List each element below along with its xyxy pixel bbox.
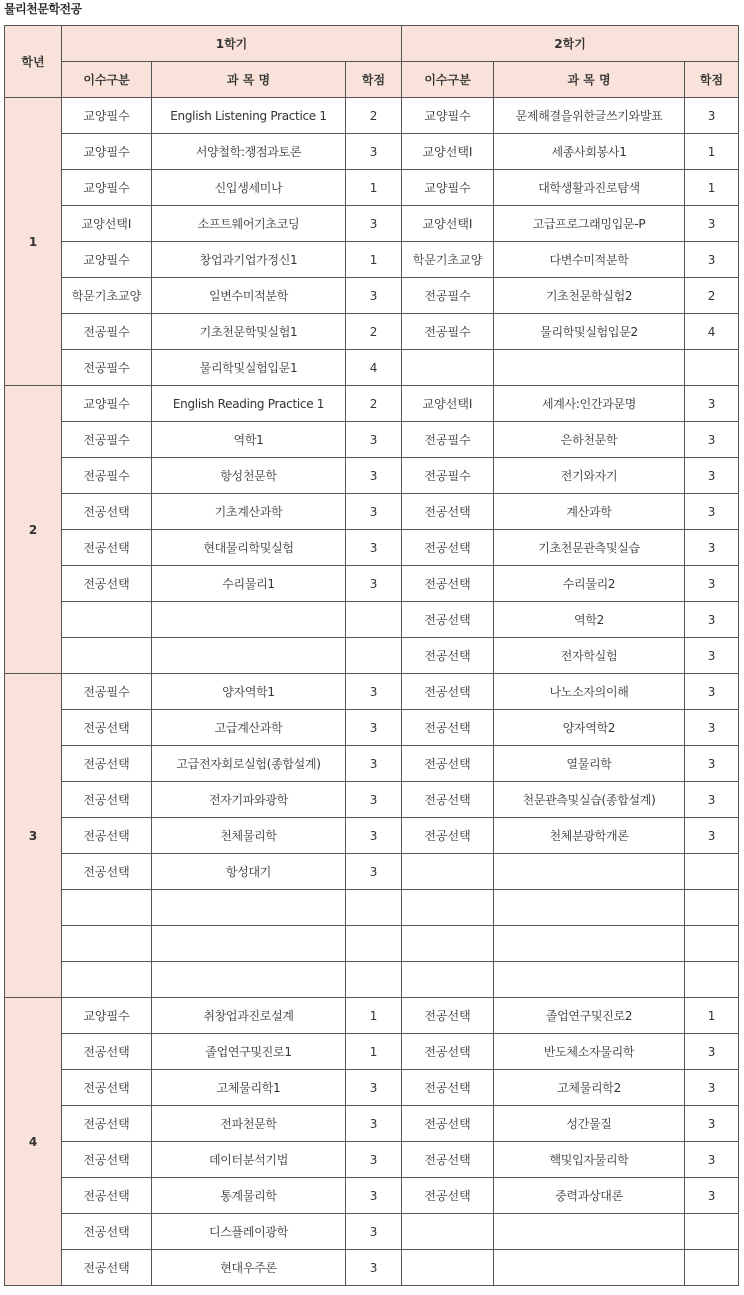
table-row: [5, 746, 739, 782]
s2-course-name-cell: 핵및입자물리학: [494, 1142, 685, 1178]
table-row: [5, 314, 739, 350]
s1-credits-cell: 1: [346, 998, 402, 1034]
s1-credits-cell: 3: [346, 206, 402, 242]
s2-category-cell: 교양필수: [402, 170, 494, 206]
s1-category-cell: 전공선택: [62, 710, 152, 746]
s2-category-cell: [402, 926, 494, 962]
s1-credits-cell: 1: [346, 1034, 402, 1070]
s2-category-cell: 전공선택: [402, 998, 494, 1034]
s2-credits-header: 학점: [685, 62, 739, 98]
s2-course-name-cell: 반도체소자물리학: [494, 1034, 685, 1070]
s1-course-name-cell: English Listening Practice 1: [152, 98, 346, 134]
s1-course-name-cell: 전자기파와광학: [152, 782, 346, 818]
s2-credits-cell: [685, 926, 739, 962]
s1-category-cell: 전공선택: [62, 818, 152, 854]
s2-category-cell: 전공선택: [402, 566, 494, 602]
s2-course-name-cell: 열물리학: [494, 746, 685, 782]
s2-credits-cell: 3: [685, 782, 739, 818]
s2-credits-cell: [685, 854, 739, 890]
s2-category-cell: 전공선택: [402, 1142, 494, 1178]
s1-course-name-cell: 통계물리학: [152, 1178, 346, 1214]
table-row: [5, 1106, 739, 1142]
s1-category-cell: 학문기초교양: [62, 278, 152, 314]
s1-credits-cell: 3: [346, 422, 402, 458]
table-row: [5, 674, 739, 710]
s1-credits-cell: [346, 602, 402, 638]
s1-course-name-cell: 고급계산과학: [152, 710, 346, 746]
s1-category-cell: 교양필수: [62, 998, 152, 1034]
s2-category-cell: 전공선택: [402, 638, 494, 674]
s2-credits-cell: 3: [685, 98, 739, 134]
s1-credits-cell: [346, 638, 402, 674]
s2-credits-cell: [685, 890, 739, 926]
s2-course-name-cell: 물리학및실험입문2: [494, 314, 685, 350]
s1-category-cell: 교양필수: [62, 170, 152, 206]
s2-category-cell: 교양선택Ⅰ: [402, 206, 494, 242]
s2-course-name-cell: [494, 926, 685, 962]
s1-credits-cell: 1: [346, 170, 402, 206]
s1-credits-cell: [346, 926, 402, 962]
s2-credits-cell: [685, 1250, 739, 1286]
table-row: [5, 1142, 739, 1178]
s2-course-name-cell: 은하천문학: [494, 422, 685, 458]
s2-course-name-cell: [494, 350, 685, 386]
s2-category-cell: 학문기초교양: [402, 242, 494, 278]
s1-category-cell: 전공선택: [62, 494, 152, 530]
s1-course-name-cell: [152, 926, 346, 962]
s1-course-name-cell: 데이터분석기법: [152, 1142, 346, 1178]
s2-course-name-cell: 나노소자의이해: [494, 674, 685, 710]
s1-credits-cell: 3: [346, 854, 402, 890]
s2-credits-cell: 3: [685, 242, 739, 278]
s2-category-cell: 전공선택: [402, 710, 494, 746]
s2-course-name-cell: 역학2: [494, 602, 685, 638]
s1-course-name-cell: 고체물리학1: [152, 1070, 346, 1106]
s1-course-name-cell: 항성천문학: [152, 458, 346, 494]
year-label: 1: [5, 98, 62, 386]
s1-category-cell: 전공선택: [62, 854, 152, 890]
s1-credits-cell: 3: [346, 458, 402, 494]
s1-course-name-cell: 현대물리학및실험: [152, 530, 346, 566]
s2-category-cell: 교양필수: [402, 98, 494, 134]
s1-credits-cell: 3: [346, 278, 402, 314]
table-row: [5, 1034, 739, 1070]
s1-course-name-cell: 역학1: [152, 422, 346, 458]
year-label: 4: [5, 998, 62, 1286]
s1-category-cell: 전공선택: [62, 530, 152, 566]
page-title: 물리천문학전공: [4, 2, 82, 16]
table-row: [5, 854, 739, 890]
s1-category-cell: 교양필수: [62, 134, 152, 170]
s2-course-name-cell: 수리물리2: [494, 566, 685, 602]
s2-course-name-cell: 계산과학: [494, 494, 685, 530]
s1-credits-cell: 3: [346, 566, 402, 602]
table-row: [5, 242, 739, 278]
s1-credits-cell: 2: [346, 98, 402, 134]
s1-credits-cell: 4: [346, 350, 402, 386]
table-row: [5, 962, 739, 998]
s2-credits-cell: 3: [685, 530, 739, 566]
s1-course-name-cell: 물리학및실험입문1: [152, 350, 346, 386]
s2-category-cell: [402, 350, 494, 386]
s1-credits-cell: 3: [346, 710, 402, 746]
s1-course-name-cell: 양자역학1: [152, 674, 346, 710]
s2-category-cell: 전공선택: [402, 602, 494, 638]
s1-credits-cell: [346, 890, 402, 926]
s1-category-cell: 전공선택: [62, 1106, 152, 1142]
s1-category-cell: 전공선택: [62, 1142, 152, 1178]
s2-credits-cell: 3: [685, 638, 739, 674]
s1-course-name-cell: 창업과기업가정신1: [152, 242, 346, 278]
s2-course-name-cell: 천체분광학개론: [494, 818, 685, 854]
s2-credits-cell: 3: [685, 1070, 739, 1106]
s1-category-cell: 전공선택: [62, 1070, 152, 1106]
s1-course-name-cell: [152, 962, 346, 998]
s2-credits-cell: 3: [685, 1034, 739, 1070]
table-row: [5, 458, 739, 494]
s2-credits-cell: 2: [685, 278, 739, 314]
year-label: 2: [5, 386, 62, 674]
s1-credits-cell: [346, 962, 402, 998]
s1-category-cell: 전공필수: [62, 314, 152, 350]
s2-category-cell: 전공필수: [402, 314, 494, 350]
s2-category-cell: [402, 1250, 494, 1286]
table-row: [5, 170, 739, 206]
s2-category-cell: [402, 890, 494, 926]
s1-course-name-cell: 서양철학:쟁점과토론: [152, 134, 346, 170]
s2-credits-cell: 3: [685, 602, 739, 638]
s2-course-name-cell: 고체물리학2: [494, 1070, 685, 1106]
s2-category-cell: 전공선택: [402, 1178, 494, 1214]
s2-course-name-cell: 기초천문관측및실습: [494, 530, 685, 566]
s2-category-cell: 전공선택: [402, 1070, 494, 1106]
table-row: [5, 1070, 739, 1106]
s2-course-name-cell: 성간물질: [494, 1106, 685, 1142]
s1-credits-cell: 2: [346, 314, 402, 350]
s1-credits-cell: 2: [346, 386, 402, 422]
s1-category-cell: 교양선택Ⅰ: [62, 206, 152, 242]
s1-category-cell: [62, 602, 152, 638]
s1-credits-cell: 3: [346, 1214, 402, 1250]
s1-category-header: 이수구분: [62, 62, 152, 98]
s1-category-cell: [62, 962, 152, 998]
s2-credits-cell: [685, 1214, 739, 1250]
table-row: [5, 566, 739, 602]
s2-category-cell: 교양선택Ⅰ: [402, 134, 494, 170]
table-row: [5, 818, 739, 854]
s2-category-cell: [402, 854, 494, 890]
table-row: [5, 98, 739, 134]
s2-category-cell: 전공선택: [402, 782, 494, 818]
s1-category-cell: 교양필수: [62, 98, 152, 134]
s1-credits-cell: 3: [346, 782, 402, 818]
s1-course-name-cell: 전파천문학: [152, 1106, 346, 1142]
s2-course-name-cell: 문제해결을위한글쓰기와발표: [494, 98, 685, 134]
s1-category-cell: [62, 638, 152, 674]
s1-category-cell: [62, 926, 152, 962]
s2-credits-cell: 3: [685, 458, 739, 494]
table-row: [5, 602, 739, 638]
s1-category-cell: 전공필수: [62, 458, 152, 494]
s1-course-name-cell: 항성대기: [152, 854, 346, 890]
s1-course-name-cell: 소프트웨어기초코딩: [152, 206, 346, 242]
curriculum-table: [4, 25, 739, 1286]
s1-category-cell: 전공선택: [62, 1214, 152, 1250]
s1-course-name-cell: 기초천문학및실험1: [152, 314, 346, 350]
table-row: [5, 134, 739, 170]
table-row: [5, 494, 739, 530]
s1-course-name-cell: English Reading Practice 1: [152, 386, 346, 422]
s1-course-name-cell: 현대우주론: [152, 1250, 346, 1286]
table-row: [5, 638, 739, 674]
s2-credits-cell: [685, 962, 739, 998]
s2-credits-cell: 1: [685, 998, 739, 1034]
s1-credits-cell: 3: [346, 674, 402, 710]
s1-credits-cell: 3: [346, 494, 402, 530]
table-row: [5, 782, 739, 818]
s1-category-cell: 전공선택: [62, 1250, 152, 1286]
table-row: [5, 1214, 739, 1250]
s2-course-name-cell: [494, 1250, 685, 1286]
s2-course-name-cell: 졸업연구및진로2: [494, 998, 685, 1034]
s2-category-cell: 전공선택: [402, 746, 494, 782]
s1-course-name-cell: 취창업과진로설계: [152, 998, 346, 1034]
year-label: 3: [5, 674, 62, 998]
s2-category-header: 이수구분: [402, 62, 494, 98]
s2-course-name-cell: 대학생활과진로탐색: [494, 170, 685, 206]
table-row: [5, 206, 739, 242]
table-row: [5, 890, 739, 926]
s2-course-name-cell: 고급프로그래밍입문-P: [494, 206, 685, 242]
s2-course-name-cell: 양자역학2: [494, 710, 685, 746]
s1-category-cell: 전공선택: [62, 566, 152, 602]
table-row: [5, 350, 739, 386]
table-row: [5, 998, 739, 1034]
s1-course-name-cell: [152, 890, 346, 926]
s2-credits-cell: 3: [685, 746, 739, 782]
s1-category-cell: 전공필수: [62, 422, 152, 458]
s2-course-name-cell: 다변수미적분학: [494, 242, 685, 278]
s1-credits-cell: 3: [346, 1178, 402, 1214]
s2-course-name-cell: 전자학실험: [494, 638, 685, 674]
s2-category-cell: 전공선택: [402, 530, 494, 566]
s1-credits-cell: 3: [346, 818, 402, 854]
s2-credits-cell: [685, 350, 739, 386]
s1-course-name-header: 과 목 명: [152, 62, 346, 98]
s2-course-name-cell: [494, 890, 685, 926]
s2-credits-cell: 1: [685, 170, 739, 206]
s2-course-name-cell: 세종사회봉사1: [494, 134, 685, 170]
s1-course-name-cell: [152, 602, 346, 638]
s2-course-name-cell: 중력과상대론: [494, 1178, 685, 1214]
s2-credits-cell: 3: [685, 1106, 739, 1142]
s2-course-name-cell: [494, 1214, 685, 1250]
s2-credits-cell: 3: [685, 386, 739, 422]
s2-category-cell: 전공선택: [402, 818, 494, 854]
s1-category-cell: 전공선택: [62, 746, 152, 782]
s1-category-cell: 교양필수: [62, 242, 152, 278]
s2-credits-cell: 3: [685, 206, 739, 242]
semester-2-header: 2학기: [402, 26, 739, 62]
table-row: [5, 926, 739, 962]
s1-course-name-cell: 기초계산과학: [152, 494, 346, 530]
s1-credits-cell: 3: [346, 1250, 402, 1286]
s2-credits-cell: 4: [685, 314, 739, 350]
s1-category-cell: [62, 890, 152, 926]
s1-category-cell: 전공선택: [62, 1034, 152, 1070]
s1-credits-cell: 3: [346, 1070, 402, 1106]
s2-credits-cell: 1: [685, 134, 739, 170]
table-row: [5, 422, 739, 458]
s2-credits-cell: 3: [685, 674, 739, 710]
s2-category-cell: 전공선택: [402, 674, 494, 710]
s1-course-name-cell: 신입생세미나: [152, 170, 346, 206]
s1-credits-cell: 3: [346, 530, 402, 566]
s2-credits-cell: 3: [685, 710, 739, 746]
s1-course-name-cell: 천체물리학: [152, 818, 346, 854]
s1-credits-cell: 3: [346, 1142, 402, 1178]
s2-credits-cell: 3: [685, 1178, 739, 1214]
s2-category-cell: 전공필수: [402, 422, 494, 458]
s2-category-cell: 교양선택Ⅰ: [402, 386, 494, 422]
s2-course-name-cell: [494, 854, 685, 890]
s1-category-cell: 전공필수: [62, 674, 152, 710]
s2-course-name-cell: 천문관측및실습(종합설계): [494, 782, 685, 818]
table-row: [5, 710, 739, 746]
table-row: [5, 278, 739, 314]
s2-category-cell: [402, 1214, 494, 1250]
s2-category-cell: 전공선택: [402, 494, 494, 530]
semester-1-header: 1학기: [62, 26, 402, 62]
s2-credits-cell: 3: [685, 1142, 739, 1178]
s2-credits-cell: 3: [685, 566, 739, 602]
s1-course-name-cell: 디스플레이광학: [152, 1214, 346, 1250]
s1-course-name-cell: 졸업연구및진로1: [152, 1034, 346, 1070]
s1-category-cell: 교양필수: [62, 386, 152, 422]
s2-course-name-header: 과 목 명: [494, 62, 685, 98]
s2-course-name-cell: 전기와자기: [494, 458, 685, 494]
s2-course-name-cell: [494, 962, 685, 998]
curriculum-body: [5, 98, 739, 1286]
s2-course-name-cell: 세계사:인간과문명: [494, 386, 685, 422]
year-column-header: 학년: [5, 26, 62, 98]
s2-category-cell: 전공선택: [402, 1034, 494, 1070]
s1-course-name-cell: 고급전자회로실험(종합설계): [152, 746, 346, 782]
s1-credits-cell: 3: [346, 134, 402, 170]
s2-category-cell: 전공필수: [402, 278, 494, 314]
s1-course-name-cell: 수리물리1: [152, 566, 346, 602]
s1-course-name-cell: 일변수미적분학: [152, 278, 346, 314]
s2-category-cell: 전공필수: [402, 458, 494, 494]
s1-course-name-cell: [152, 638, 346, 674]
s2-category-cell: 전공선택: [402, 1106, 494, 1142]
table-row: [5, 530, 739, 566]
s2-credits-cell: 3: [685, 422, 739, 458]
table-row: [5, 1250, 739, 1286]
s1-credits-cell: 3: [346, 1106, 402, 1142]
table-row: [5, 386, 739, 422]
s2-course-name-cell: 기초천문학실험2: [494, 278, 685, 314]
s1-credits-header: 학점: [346, 62, 402, 98]
s2-credits-cell: 3: [685, 494, 739, 530]
s1-category-cell: 전공선택: [62, 782, 152, 818]
s1-category-cell: 전공선택: [62, 1178, 152, 1214]
s1-category-cell: 전공필수: [62, 350, 152, 386]
s1-credits-cell: 3: [346, 746, 402, 782]
s2-category-cell: [402, 962, 494, 998]
s1-credits-cell: 1: [346, 242, 402, 278]
s2-credits-cell: 3: [685, 818, 739, 854]
table-row: [5, 1178, 739, 1214]
